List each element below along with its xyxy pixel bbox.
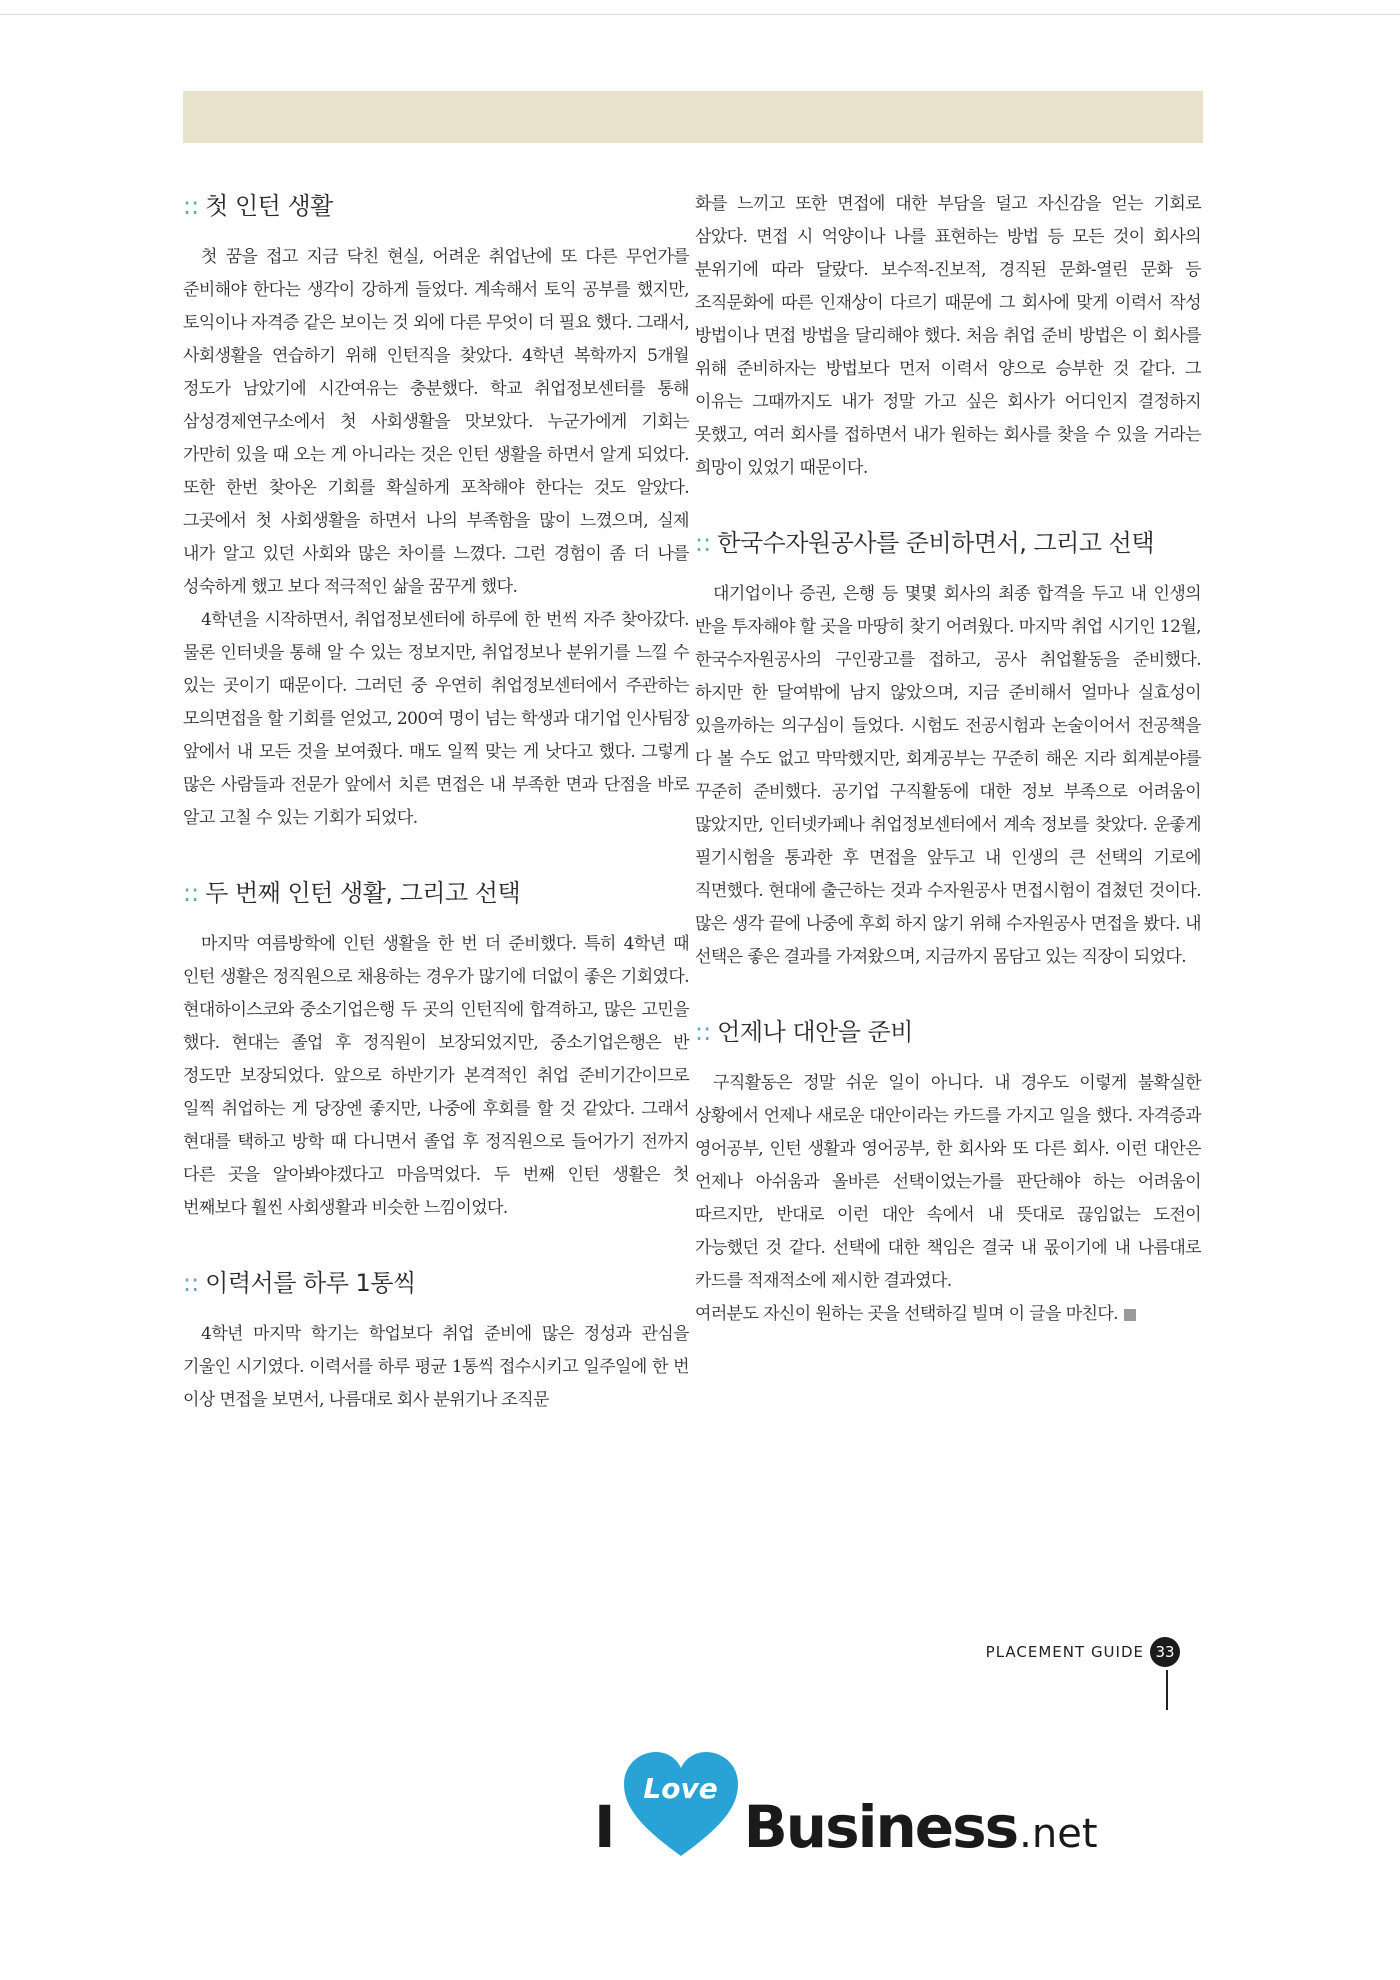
- section-heading: [695, 1012, 1201, 1047]
- ilovebusiness-logo: [594, 1750, 1098, 1860]
- heart-shape: [622, 1750, 740, 1860]
- paragraph: 4학년 마지막 학기는 학업보다 취업 준비에 많은 정성과 관심을 기울인 시기였다. 이력서를 하루 평균 1통씩 접수시키고 일주일에 한 번 이상 면접을 보면서, 나름대로 회사 분위기나 조직문: [183, 1324, 689, 1410]
- section-heading: [695, 523, 1201, 558]
- logo-main: Business: [743, 1793, 1018, 1861]
- heading-marker: ::: [695, 529, 712, 557]
- page-footer: [986, 1637, 1180, 1667]
- heading-text: 첫 인턴 생활: [205, 192, 333, 220]
- section-heading: [183, 873, 689, 908]
- right-column: [695, 188, 1201, 1331]
- end-mark-icon: [1124, 1309, 1136, 1321]
- paragraph: 구직활동은 정말 쉬운 일이 아니다. 내 경우도 이렇게 불확실한 상황에서 언제나 새로운 대안이라는 카드를 가지고 일을 했다. 자격증과 영어공부, 인턴 생활과 영어공부, 한 회사와 또 다른 회사. 이런 대안은 언제나 아쉬움과 올바른 선택이었는가를 판단해야 하는 어려움이 따르지만, 반대로 이런 대안 속에서 내 뜻대로 끊임없는 도전이 가능했던 것 같다. 선택에 대한 책임은 결국 내 몫이기에 내 나름대로 카드를 적재적소에 제시한 결과였다.: [695, 1073, 1201, 1291]
- section-heading: [183, 1263, 689, 1298]
- guide-label: PLACEMENT GUIDE: [985, 1643, 1144, 1661]
- logo-suffix: .net: [1019, 1811, 1098, 1857]
- paragraph: 대기업이나 증권, 은행 등 몇몇 회사의 최종 합격을 두고 내 인생의 반을 투자해야 할 곳을 마땅히 찾기 어려웠다. 마지막 취업 시기인 12월, 한국수자원공사의 구인광고를 접하고, 공사 취업활동을 준비했다. 하지만 한 달여밖에 남지 않았으며, 지금 준비해서 얼마나 실효성이 있을까하는 의구심이 들었다. 시험도 전공시험과 논술이어서 전공책을 다 볼 수도 없고 막막했지만, 회계공부는 꾸준히 해온 지라 회계분야를 꾸준히 준비했다. 공기업 구직활동에 대한 정보 부족으로 어려움이 많았지만, 인터넷카페나 취업정보센터에서 계속 정보를 찾았다. 운좋게 필기시험을 통과한 후 면접을 앞두고 내 인생의 큰 선택의 기로에 직면했다. 현대에 출근하는 것과 수자원공사 면접시험이 겹쳤던 것이다. 많은 생각 끝에 나중에 후회 하지 않기 위해 수자원공사 면접을 봤다. 내 선택은 좋은 결과를 가져왔으며, 지금까지 몸담고 있는 직장이 되었다.: [695, 584, 1201, 967]
- heading-marker: ::: [183, 879, 200, 907]
- heading-text: 한국수자원공사를 준비하면서, 그리고 선택: [717, 529, 1154, 557]
- top-rule: [0, 14, 1400, 15]
- page-number: 33: [1150, 1637, 1180, 1667]
- logo-prefix: I: [594, 1793, 616, 1861]
- section-heading: [183, 186, 689, 221]
- heading-text: 이력서를 하루 1통씩: [205, 1269, 416, 1297]
- closing-paragraph: [695, 1298, 1201, 1331]
- heading-marker: ::: [183, 192, 200, 220]
- paragraph: 마지막 여름방학에 인턴 생활을 한 번 더 준비했다. 특히 4학년 때 인턴 생활은 정직원으로 채용하는 경우가 많기에 더없이 좋은 기회였다. 현대하이스코와 중소기업은행 두 곳의 인턴직에 합격하고, 많은 고민을 했다. 현대는 졸업 후 정직원이 보장되었지만, 중소기업은행은 반 정도만 보장되었다. 앞으로 하반기가 본격적인 취업 준비기간이므로 일찍 취업하는 게 당장엔 좋지만, 나중에 후회를 할 것 같았다. 그래서 현대를 택하고 방학 때 다니면서 졸업 후 정직원으로 들어가기 전까지 다른 곳을 알아봐야겠다고 마음먹었다. 두 번째 인턴 생활은 첫 번째보다 훨씬 사회생활과 비슷한 느낌이었다.: [183, 934, 689, 1218]
- heart-text: Love: [643, 1772, 718, 1805]
- paragraph: 4학년을 시작하면서, 취업정보센터에 하루에 한 번씩 자주 찾아갔다. 물론 인터넷을 통해 알 수 있는 정보지만, 취업정보나 분위기를 느낄 수 있는 곳이기 때문이다. 그러던 중 우연히 취업정보센터에서 주관하는 모의면접을 할 기회를 얻었고, 200여 명이 넘는 학생과 대기업 인사팀장 앞에서 내 모든 것을 보여줬다. 매도 일찍 맞는 게 낫다고 했다. 그렇게 많은 사람들과 전문가 앞에서 치른 면접은 내 부족한 면과 단점을 바로 알고 고칠 수 있는 기회가 되었다.: [183, 610, 689, 828]
- page-tick: [1166, 1670, 1168, 1710]
- paragraph: 화를 느끼고 또한 면접에 대한 부담을 덜고 자신감을 얻는 기회로 삼았다. 면접 시 억양이나 나를 표현하는 방법 등 모든 것이 회사의 분위기에 따라 달랐다. 보수적-진보적, 경직된 문화-열린 문화 등 조직문화에 따른 인재상이 다르기 때문에 그 회사에 맞게 이력서 작성 방법이나 면접 방법을 달리해야 했다. 처음 취업 준비 방법은 이 회사를 위해 준비하자는 방법보다 먼저 이력서 양으로 승부한 것 같다. 그 이유는 그때까지도 내가 정말 가고 싶은 회사가 어디인지 결정하지 못했고, 여러 회사를 접하면서 내가 원하는 회사를 찾을 수 있을 거라는 희망이 있었기 때문이다.: [695, 194, 1201, 478]
- header-band: [183, 91, 1203, 143]
- heading-marker: ::: [183, 1269, 200, 1297]
- closing-text: 여러분도 자신이 원하는 곳을 선택하길 빌며 이 글을 마친다.: [695, 1304, 1118, 1324]
- paragraph: 첫 꿈을 접고 지금 닥친 현실, 어려운 취업난에 또 다른 무언가를 준비해야 한다는 생각이 강하게 들었다. 계속해서 토익 공부를 했지만, 토익이나 자격증 같은 보이는 것 외에 다른 무엇이 더 필요 했다. 그래서, 사회생활을 연습하기 위해 인턴직을 찾았다. 4학년 복학까지 5개월 정도가 남았기에 시간여유는 충분했다. 학교 취업정보센터를 통해 삼성경제연구소에서 첫 사회생활을 맛보았다. 누군가에게 기회는 가만히 있을 때 오는 게 아니라는 것은 인턴 생활을 하면서 알게 되었다. 또한 한번 찾아온 기회를 확실하게 포착해야 한다는 것도 알았다. 그곳에서 첫 사회생활을 하면서 나의 부족함을 많이 느꼈으며, 실제 내가 알고 있던 사회와 많은 차이를 느꼈다. 그런 경험이 좀 더 나를 성숙하게 했고 보다 적극적인 삶을 꿈꾸게 했다.: [183, 247, 689, 597]
- heading-text: 두 번째 인턴 생활, 그리고 선택: [205, 879, 521, 907]
- left-column: [183, 186, 689, 1417]
- heading-text: 언제나 대안을 준비: [717, 1018, 913, 1046]
- heart-icon: [622, 1750, 740, 1860]
- heading-marker: ::: [695, 1018, 712, 1046]
